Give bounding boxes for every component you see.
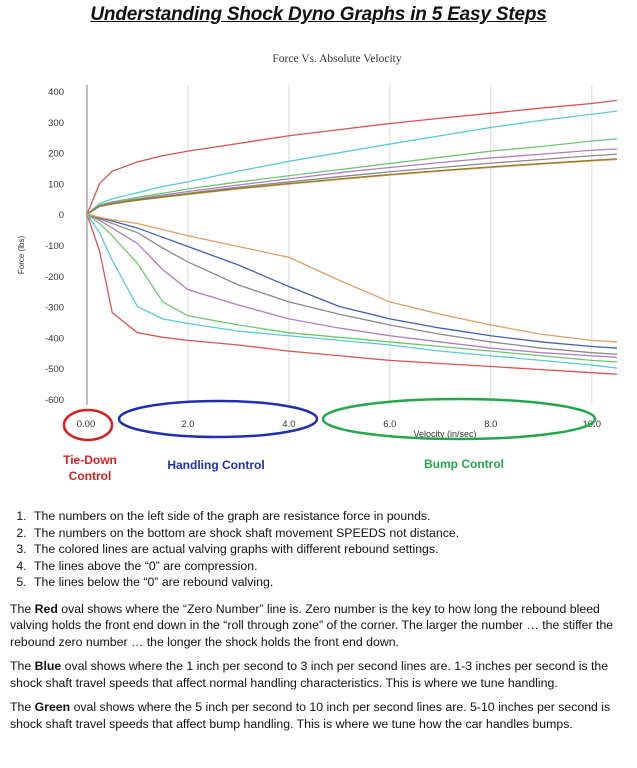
series-line-1 xyxy=(87,111,617,214)
x-tick-label: 2.0 xyxy=(181,419,195,430)
series-line-12 xyxy=(87,214,617,348)
y-tick-label: -400 xyxy=(44,333,64,345)
series-line-6 xyxy=(87,159,617,214)
step-5: 5. The lines below the “0” are rebound valving. xyxy=(30,574,630,591)
x-axis-label: Velocity (in/sec) xyxy=(413,429,477,439)
step-1: 1. The numbers on the left side of the graph are resistance force in pounds. xyxy=(30,508,630,525)
y-tick-label: -100 xyxy=(44,241,64,252)
red-oval-note: The Red oval shows where the “Zero Number” line is. Zero number is the key to how long the rebound bleed valving holds the front end down in the “roll through zone” of the corner. The larger the number … the stiffer the rebound zero number … the longer the shock holds the front end down. xyxy=(10,601,614,649)
y-tick-label: 0 xyxy=(58,210,64,222)
x-tick-label: 6.0 xyxy=(383,419,397,430)
x-tick-label: 10.0 xyxy=(582,419,602,430)
y-tick-label: -500 xyxy=(44,364,64,376)
x-tick-label: 0.00 xyxy=(76,419,96,430)
steps-list xyxy=(10,508,630,591)
y-tick-label: 100 xyxy=(48,179,64,191)
step-3: 3. The colored lines are actual valving graphs with different rebound settings. xyxy=(30,541,630,558)
series-line-9 xyxy=(87,214,617,362)
y-axis-label: Force (lbs) xyxy=(17,235,26,275)
bold-keyword: Blue xyxy=(34,659,62,673)
bump-control-label: Bump Control xyxy=(424,457,504,471)
y-tick-label: -300 xyxy=(44,302,64,314)
series-line-13 xyxy=(87,214,617,342)
green-oval-note: The Green oval shows where the 5 inch per second to 10 inch per second lines are. 5-10 inches per second is shock shaft travel speeds that affect bump handling. This is where we tune how the car handles bumps. xyxy=(10,700,611,731)
step-4: 4. The lines above the “0” are compression. xyxy=(30,558,630,575)
y-tick-label: 300 xyxy=(48,117,64,129)
chart-title: Force Vs. Absolute Velocity xyxy=(272,53,402,65)
y-tick-label: -200 xyxy=(44,271,64,283)
series-line-3 xyxy=(87,149,617,214)
blue-oval-note: The Blue oval shows where the 1 inch per second to 3 inch per second lines are. 1-3 inches per second is the shock shaft travel speeds that affect normal handling characteristics. This is where we tune handling. xyxy=(10,659,609,690)
x-tick-label: 8.0 xyxy=(484,419,498,430)
y-tick-label: -600 xyxy=(44,394,64,406)
notes xyxy=(10,508,630,732)
x-tick-label: 4.0 xyxy=(282,419,296,430)
tie-down-label-line-1: Tie-Down xyxy=(63,453,117,467)
step-2: 2. The numbers on the bottom are shock shaft movement SPEEDS not distance. xyxy=(30,525,630,542)
bold-keyword: Red xyxy=(34,601,58,616)
y-tick-label: 400 xyxy=(48,87,64,99)
force-velocity-chart xyxy=(0,40,637,490)
handling-control-label: Handling Control xyxy=(167,458,265,472)
series-line-8 xyxy=(87,214,617,368)
bold-keyword: Green xyxy=(34,700,71,714)
y-tick-label: 200 xyxy=(48,148,64,160)
tie-down-label-line-2: Control xyxy=(68,469,112,483)
page-title: Understanding Shock Dyno Graphs in 5 Easy Steps xyxy=(90,4,547,25)
